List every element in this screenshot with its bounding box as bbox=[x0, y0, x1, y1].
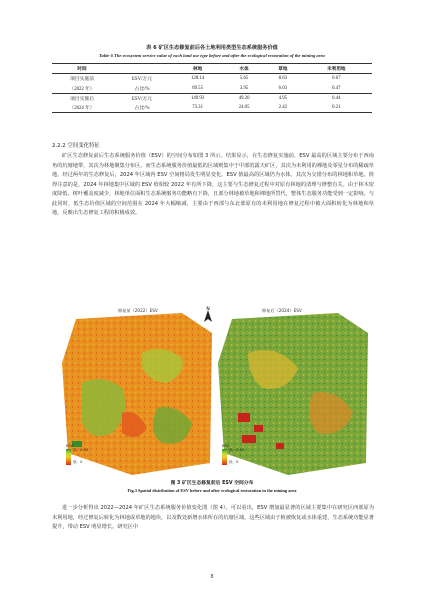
esv-table bbox=[52, 64, 372, 113]
table-cell: 73.31 bbox=[192, 105, 203, 111]
table-cell: 4.95 bbox=[278, 96, 288, 102]
legend-left bbox=[66, 444, 88, 465]
legend-high: 高：0.05 bbox=[73, 448, 89, 452]
table-header-cell bbox=[112, 64, 172, 74]
table-cell: （2024 年） bbox=[69, 106, 95, 112]
table-cell: 0.47 bbox=[332, 85, 341, 91]
body-paragraph: 矿区生态修复前后生态系统服务价值（ESV）的空间分布如图 3 所示。结果显示，在生态修复实施前，ESV 最高的区域主要分布于西南角的坑塘地带，其次为林地聚集分布区。而生态系统服务价值最低的区域则集中于中部的露天矿区，其次为未利用的裸地及零星分布的稀疏草地。经过两年的生态修复后，2024 年区域内 ESV 空间格局发生明显变化。ESV 值最高的区域仍为水体，其次为交错分布的林地和草地。值得注意的是，2024 年林地集中区域的 ESV 值相较 2022 年有所下降，这主要与生态修复过程中对原有林地的清理与修整有关。由于林木密度降低、树叶覆盖度减少，林地单位面积生态系统服务功能略有下降，且部分林地被草地和裸地所替代，整体生态服务功能受到一定影响。与此同时，低生态价值区域的空间范围在 2024 年大幅缩减，主要由于西部与东北部原有的未利用地在修复过程中被大面积转化为林地和草地，反映出生态修复工程的积极成效。 bbox=[52, 153, 374, 216]
water-body bbox=[276, 443, 284, 449]
table-cell: 5.65 bbox=[239, 76, 249, 82]
table-cell: 3.95 bbox=[239, 85, 249, 91]
table-cell: 项目实施后 bbox=[70, 97, 94, 103]
figure-caption-cn: 图 3 矿区生态修复前后 ESV 空间分布 bbox=[170, 481, 254, 486]
table-cell: 项目实施前 bbox=[70, 77, 94, 83]
closing-paragraph: 进一步分析得出 2022—2024 年矿区生态系统服务价值变化图（图 4）。可以看出，ESV 增加最显著的区域主要集中在研究区西部原为未利用地，经过修复后转化为林地或草地的地块，以及数处新增水体所在的坑塘区域。这些区域由于植被恢复或水体重建，生态系统功能显著提升，带动 ESV 明显增长。研究区中 bbox=[52, 505, 374, 530]
table-cell: 2.42 bbox=[278, 105, 288, 111]
table-header-row bbox=[52, 64, 372, 74]
table-cell: 0.67 bbox=[332, 76, 341, 82]
table-cell: 占比/% bbox=[134, 86, 150, 92]
table-header-cell: 未利用地 bbox=[327, 66, 346, 72]
table-cell: 占比/% bbox=[134, 106, 150, 112]
water-body bbox=[242, 435, 256, 443]
figure-caption-en: Fig.3 Spatial distribution of ESV before and after ecological restoration in the mining area bbox=[127, 488, 297, 493]
north-label: N bbox=[206, 307, 210, 312]
map-left-title: 修复前（2022）ESV bbox=[118, 308, 158, 313]
table-header-cell: 草地 bbox=[278, 66, 288, 72]
table-caption-cn: 表 6 矿区生态修复前后各土地利用类型生态系统服务价值 bbox=[146, 45, 278, 51]
table-header-cell: 时间 bbox=[77, 66, 87, 72]
water-body bbox=[238, 413, 250, 422]
table-cell: 0.44 bbox=[332, 96, 341, 102]
table-header-cell: 水体 bbox=[239, 66, 249, 72]
legend-low: 低：0 bbox=[73, 460, 83, 464]
map-right-title: 修复后（2024）ESV bbox=[262, 308, 302, 313]
legend-low: 低：0 bbox=[229, 460, 239, 464]
table-cell: 49.20 bbox=[238, 96, 250, 102]
table-cell: 128.14 bbox=[190, 76, 205, 82]
table-cell: 0.21 bbox=[332, 105, 341, 111]
table-row bbox=[52, 103, 372, 113]
table-cell: 89.55 bbox=[192, 85, 203, 91]
table-cell: 149.93 bbox=[190, 96, 205, 102]
table-header-cell: 林地 bbox=[192, 66, 203, 72]
table-row bbox=[52, 84, 372, 94]
legend-color-ramp bbox=[222, 449, 227, 465]
table-cell: 6.03 bbox=[278, 85, 288, 91]
water-body bbox=[254, 425, 263, 432]
legend-title: ESV bbox=[66, 444, 74, 448]
table-cell: ESV/万元 bbox=[132, 77, 152, 83]
legend-color-ramp bbox=[66, 449, 71, 465]
table-cell: （2022 年） bbox=[69, 86, 95, 92]
legend-right bbox=[222, 444, 244, 465]
table-row bbox=[52, 74, 372, 84]
legend-high: 高：0.05 bbox=[229, 448, 245, 452]
table-cell: 24.05 bbox=[238, 105, 250, 111]
legend-title: ESV bbox=[222, 444, 230, 448]
table-cell: 8.63 bbox=[278, 76, 288, 82]
north-arrow-icon bbox=[201, 306, 215, 324]
table-cell: ESV/万元 bbox=[132, 97, 152, 103]
table-row bbox=[52, 93, 372, 103]
table-caption-en: Table 6 The ecosystem service value of each land use type before and after the ecological restoration of the mining area bbox=[99, 53, 325, 58]
page-number: 8 bbox=[210, 574, 214, 580]
section-heading: 2.2.2 空间变化特征 bbox=[52, 143, 100, 149]
